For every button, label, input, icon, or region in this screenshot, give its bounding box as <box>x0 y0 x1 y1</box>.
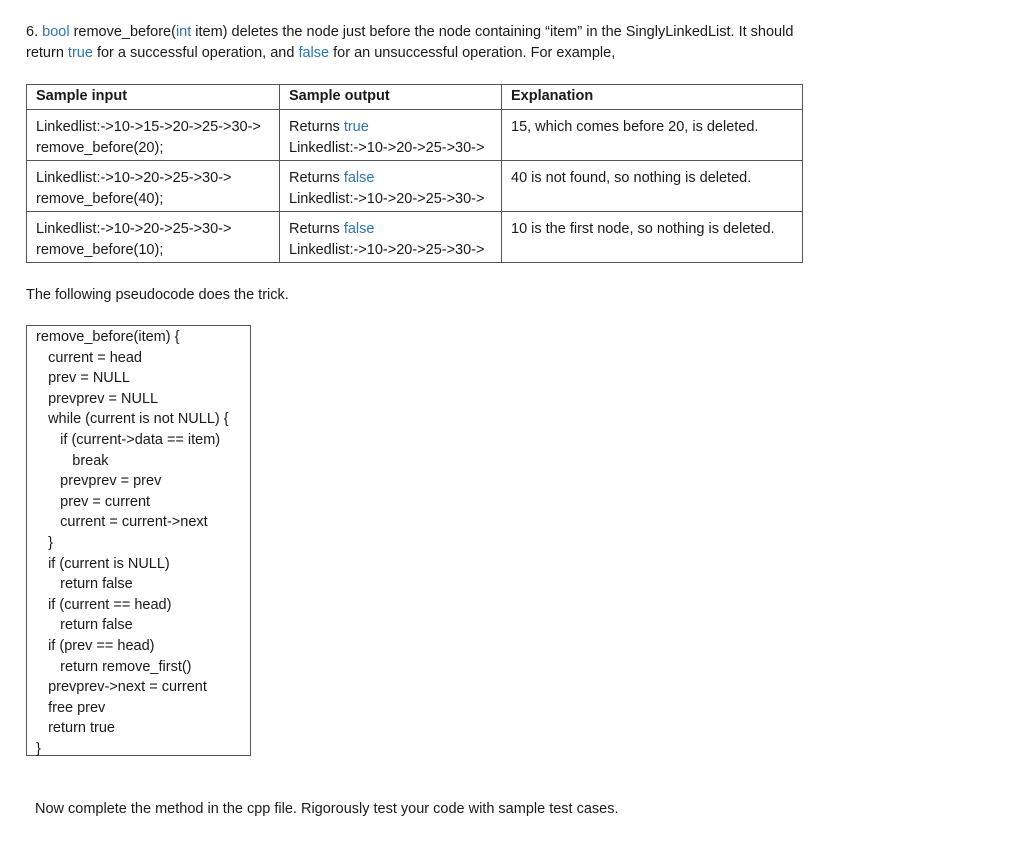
code-line: prevprev = NULL <box>36 390 159 407</box>
code-line: } <box>36 740 41 757</box>
output-return-prefix: Returns <box>289 170 344 186</box>
pseudocode-box <box>26 325 251 756</box>
code-line: remove_before(item) { <box>36 329 180 345</box>
code-line: return true <box>36 720 115 737</box>
table-row <box>27 161 803 212</box>
code-line: prevprev->next = current <box>36 679 207 696</box>
sample-input-cell <box>27 110 280 161</box>
code-line: return false <box>36 617 133 634</box>
explanation-cell: 40 is not found, so nothing is deleted. <box>502 161 803 212</box>
statement-text: remove_before( <box>69 24 176 40</box>
input-list: Linkedlist:->10->15->20->25->30-> <box>36 119 261 135</box>
code-line: if (current is NULL) <box>36 555 170 572</box>
code-line: break <box>36 452 109 469</box>
input-call: remove_before(40); <box>36 190 164 207</box>
problem-statement <box>26 22 906 64</box>
code-line: if (current->data == item) <box>36 431 221 448</box>
output-return <box>289 168 492 189</box>
sample-output-cell <box>280 110 502 161</box>
output-list: Linkedlist:->10->20->25->30-> <box>289 190 485 207</box>
sample-output-cell <box>280 161 502 212</box>
keyword-false: false <box>298 45 330 61</box>
output-return-value: true <box>343 119 369 135</box>
code-line: prevprev = prev <box>36 473 162 490</box>
code-line: prev = current <box>36 493 151 510</box>
statement-text: return <box>26 45 68 61</box>
input-call: remove_before(20); <box>36 139 164 156</box>
code-line: return false <box>36 576 133 593</box>
code-line: } <box>36 534 53 551</box>
sample-output-cell <box>280 212 502 263</box>
output-list: Linkedlist:->10->20->25->30-> <box>289 241 485 258</box>
statement-text: for an unsuccessful operation. For example, <box>329 45 616 61</box>
input-call: remove_before(10); <box>36 241 164 258</box>
explanation-cell: 10 is the first node, so nothing is deleted. <box>502 212 803 263</box>
code-line: if (prev == head) <box>36 637 155 654</box>
output-return-value: false <box>343 170 375 186</box>
keyword-int: int <box>175 24 192 40</box>
output-return-prefix: Returns <box>289 221 344 237</box>
pseudocode-caption: The following pseudocode does the trick. <box>26 287 289 303</box>
output-return <box>289 117 492 138</box>
problem-number: 6. <box>26 24 43 40</box>
header-sample-input: Sample input <box>27 85 280 110</box>
header-explanation: Explanation <box>502 85 803 110</box>
sample-table <box>26 84 803 263</box>
sample-input-cell <box>27 212 280 263</box>
table-row <box>27 110 803 161</box>
code-line: free prev <box>36 699 106 716</box>
code-line: current = current->next <box>36 514 208 531</box>
input-list: Linkedlist:->10->20->25->30-> <box>36 170 232 186</box>
keyword-bool: bool <box>42 24 70 40</box>
closing-instruction: Now complete the method in the cpp file. Rigorously test your code with sample test cases. <box>35 801 619 817</box>
table-row <box>27 212 803 263</box>
sample-input-cell <box>27 161 280 212</box>
output-list: Linkedlist:->10->20->25->30-> <box>289 139 485 156</box>
output-return <box>289 219 492 240</box>
code-line: while (current is not NULL) { <box>36 411 229 428</box>
statement-text: item) deletes the node just before the node containing “item” in the SinglyLinkedList. It should <box>191 24 794 40</box>
code-line: if (current == head) <box>36 596 172 613</box>
keyword-true: true <box>67 45 93 61</box>
input-list: Linkedlist:->10->20->25->30-> <box>36 221 232 237</box>
code-line: current = head <box>36 349 142 366</box>
output-return-prefix: Returns <box>289 119 344 135</box>
explanation-cell: 15, which comes before 20, is deleted. <box>502 110 803 161</box>
code-line: prev = NULL <box>36 370 130 387</box>
statement-text: for a successful operation, and <box>92 45 299 61</box>
table-header-row <box>27 85 803 110</box>
code-line: return remove_first() <box>36 658 192 675</box>
output-return-value: false <box>343 221 375 237</box>
header-sample-output: Sample output <box>280 85 502 110</box>
